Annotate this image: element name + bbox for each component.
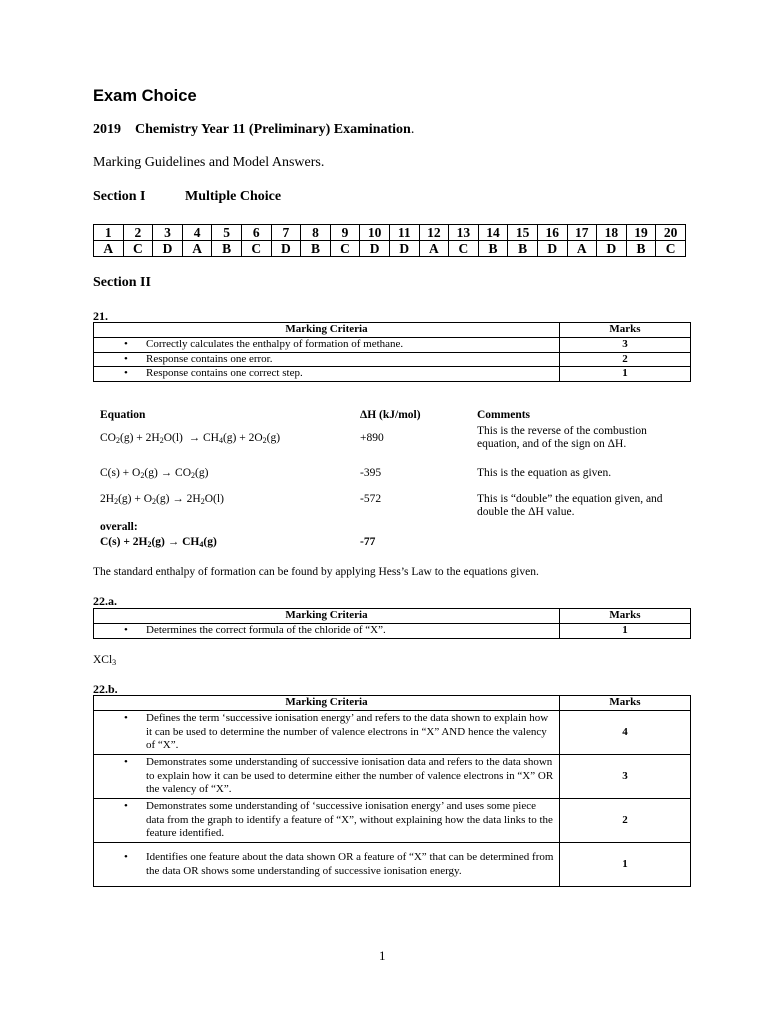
mc-answer: B xyxy=(301,241,331,257)
mc-question-number: 20 xyxy=(656,225,686,241)
mark-value: 3 xyxy=(560,338,691,353)
page-number: 1 xyxy=(379,948,386,963)
exam-heading xyxy=(93,122,414,138)
mc-question-number: 14 xyxy=(478,225,508,241)
table-row: • Demonstrates some understanding of successive ionisation data and refers to the data shown to explain how it can be used to determine either the number of valence electrons in “X” OR the valency of “X”. 3 xyxy=(94,755,691,799)
mc-answer: C xyxy=(656,241,686,257)
mark-value: 4 xyxy=(560,711,691,755)
table-row: • Response contains one correct step. 1 xyxy=(94,367,691,382)
equation-3-comment: This is “double” the equation given, and double the ΔH value. xyxy=(477,493,663,518)
mc-question-number: 13 xyxy=(449,225,479,241)
mc-question-number: 19 xyxy=(626,225,656,241)
equation-column-header: Equation xyxy=(100,409,146,421)
mc-answer: D xyxy=(271,241,301,257)
mc-answer: A xyxy=(182,241,212,257)
mc-answer: D xyxy=(597,241,627,257)
criteria-text: Correctly calculates the enthalpy of formation of methane. xyxy=(146,338,404,350)
mc-question-number: 12 xyxy=(419,225,449,241)
section1-heading xyxy=(93,189,281,205)
equation-3: $2H_2(g) + O_2(g) \to 2H_2O(l)$ xyxy=(100,493,224,506)
q21-conclusion: The standard enthalpy of formation can be found by applying Hess’s Law to the equations given. xyxy=(93,566,539,578)
page-title: Exam Choice xyxy=(93,87,197,105)
table-row: • Correctly calculates the enthalpy of formation of methane. 3 xyxy=(94,338,691,353)
mc-answer: B xyxy=(212,241,242,257)
exam-name: Chemistry Year 11 (Preliminary) Examination xyxy=(135,122,411,137)
table-row: • Demonstrates some understanding of ‘successive ionisation energy’ and uses some piece data from the graph to identify a feature of “X”, without explaining how the data links to the feature identified. 2 xyxy=(94,799,691,843)
marks-header: Marks xyxy=(560,696,691,711)
mc-question-number: 4 xyxy=(182,225,212,241)
criteria-text: Demonstrates some understanding of successive ionisation data and refers to the data shown to explain how it can be used to determine either the number of valence electrons in “X” OR the valency of “X”. xyxy=(146,756,554,796)
mc-answer: B xyxy=(508,241,538,257)
mc-question-number: 15 xyxy=(508,225,538,241)
mark-value: 1 xyxy=(560,624,691,639)
criteria-text: Response contains one error. xyxy=(146,352,273,365)
table-row: • Determines the correct formula of the chloride of “X”. 1 xyxy=(94,624,691,639)
mc-question-number: 17 xyxy=(567,225,597,241)
section2-heading: Section II xyxy=(93,275,151,290)
mark-value: 1 xyxy=(560,367,691,382)
table-row: • Defines the term ‘successive ionisation energy’ and refers to the data shown to explain how it can be used to determine the number of valence electrons in “X” AND hence the valency of “X”. 4 xyxy=(94,711,691,755)
overall-equation: $C(s) + 2H_2(g) \to CH_4(g)$ xyxy=(100,536,217,549)
q21-label: 21. xyxy=(93,309,108,323)
guidelines-text: Marking Guidelines and Model Answers. xyxy=(93,155,325,170)
mc-question-number: 10 xyxy=(360,225,390,241)
mc-question-number: 11 xyxy=(389,225,419,241)
mc-question-number: 7 xyxy=(271,225,301,241)
equation-1: $CO_2(g) + 2H_2O(l) \to CH_4(g) + 2O_2(g)$ xyxy=(100,432,281,445)
exam-year: 2019 xyxy=(93,122,121,137)
mark-value: 1 xyxy=(560,843,691,887)
mc-answer: D xyxy=(537,241,567,257)
q22a-label: 22.a. xyxy=(93,594,117,608)
q22b-label: 22.b. xyxy=(93,682,118,696)
criteria-text: Determines the correct formula of the chloride of “X”. xyxy=(146,624,386,636)
mc-answer: D xyxy=(153,241,183,257)
mc-answer: C xyxy=(241,241,271,257)
marks-header: Marks xyxy=(560,609,691,624)
mc-answer: A xyxy=(567,241,597,257)
equation-1-dh: +890 xyxy=(360,432,384,444)
mc-answer: D xyxy=(360,241,390,257)
section1-name: Multiple Choice xyxy=(185,189,282,204)
marks-header: Marks xyxy=(560,323,691,338)
mc-answer: B xyxy=(478,241,508,257)
criteria-text: Demonstrates some understanding of ‘successive ionisation energy’ and uses some piece data from the graph to identify a feature of “X”, without explaining how the data links to the feature identified. xyxy=(146,800,553,840)
criteria-text: Defines the term ‘successive ionisation energy’ and refers to the data shown to explain how it can be used to determine the number of valence electrons in “X” AND hence the valency of “X”. xyxy=(146,712,549,752)
mc-answer: A xyxy=(94,241,124,257)
criteria-header: Marking Criteria xyxy=(94,609,560,624)
q22b-criteria-table xyxy=(93,695,691,887)
overall-label: overall: xyxy=(100,521,138,533)
mc-question-number: 1 xyxy=(94,225,124,241)
mc-answer: C xyxy=(449,241,479,257)
mc-answer: A xyxy=(419,241,449,257)
table-row: • Response contains one error. 2 xyxy=(94,352,691,367)
comments-column-header: Comments xyxy=(477,409,531,421)
criteria-text: Identifies one feature about the data shown OR a feature of “X” that can be determined from the data OR shows some understanding of successive ionisation energy. xyxy=(146,851,554,877)
table-row: • Identifies one feature about the data shown OR a feature of “X” that can be determined from the data OR shows some understanding of successive ionisation energy. 1 xyxy=(94,843,691,887)
mark-value: 2 xyxy=(560,799,691,843)
mc-question-number: 6 xyxy=(241,225,271,241)
q22a-answer: XCl$_3$ xyxy=(93,654,117,667)
mc-question-number: 8 xyxy=(301,225,331,241)
exam-dot: . xyxy=(410,122,415,137)
equation-1-comment: This is the reverse of the combustion equation, and of the sign on ΔH. xyxy=(477,425,647,450)
q22a-criteria-table xyxy=(93,608,691,639)
mc-answer: C xyxy=(330,241,360,257)
mc-question-number: 9 xyxy=(330,225,360,241)
dh-column-header: ΔH (kJ/mol) xyxy=(360,409,421,421)
mark-value: 2 xyxy=(560,352,691,367)
mc-question-number: 3 xyxy=(153,225,183,241)
mc-answer-row xyxy=(94,241,686,257)
section1-label: Section I xyxy=(93,189,146,204)
equation-2: $C(s) + O_2(g) \to CO_2(g)$ xyxy=(100,467,209,480)
equation-3-dh: -572 xyxy=(360,493,382,505)
equation-2-comment: This is the equation as given. xyxy=(477,467,612,479)
mc-answer: D xyxy=(389,241,419,257)
mc-number-row xyxy=(94,225,686,241)
q21-criteria-table xyxy=(93,322,691,382)
mc-answer: C xyxy=(123,241,153,257)
mc-question-number: 18 xyxy=(597,225,627,241)
mc-question-number: 5 xyxy=(212,225,242,241)
criteria-text: Response contains one correct step. xyxy=(146,367,303,379)
equation-2-dh: -395 xyxy=(360,467,382,479)
mc-question-number: 2 xyxy=(123,225,153,241)
multiple-choice-table xyxy=(93,224,686,257)
criteria-header: Marking Criteria xyxy=(94,696,560,711)
mark-value: 3 xyxy=(560,755,691,799)
criteria-header: Marking Criteria xyxy=(94,323,560,338)
overall-dh: -77 xyxy=(360,536,376,548)
mc-question-number: 16 xyxy=(537,225,567,241)
mc-answer: B xyxy=(626,241,656,257)
